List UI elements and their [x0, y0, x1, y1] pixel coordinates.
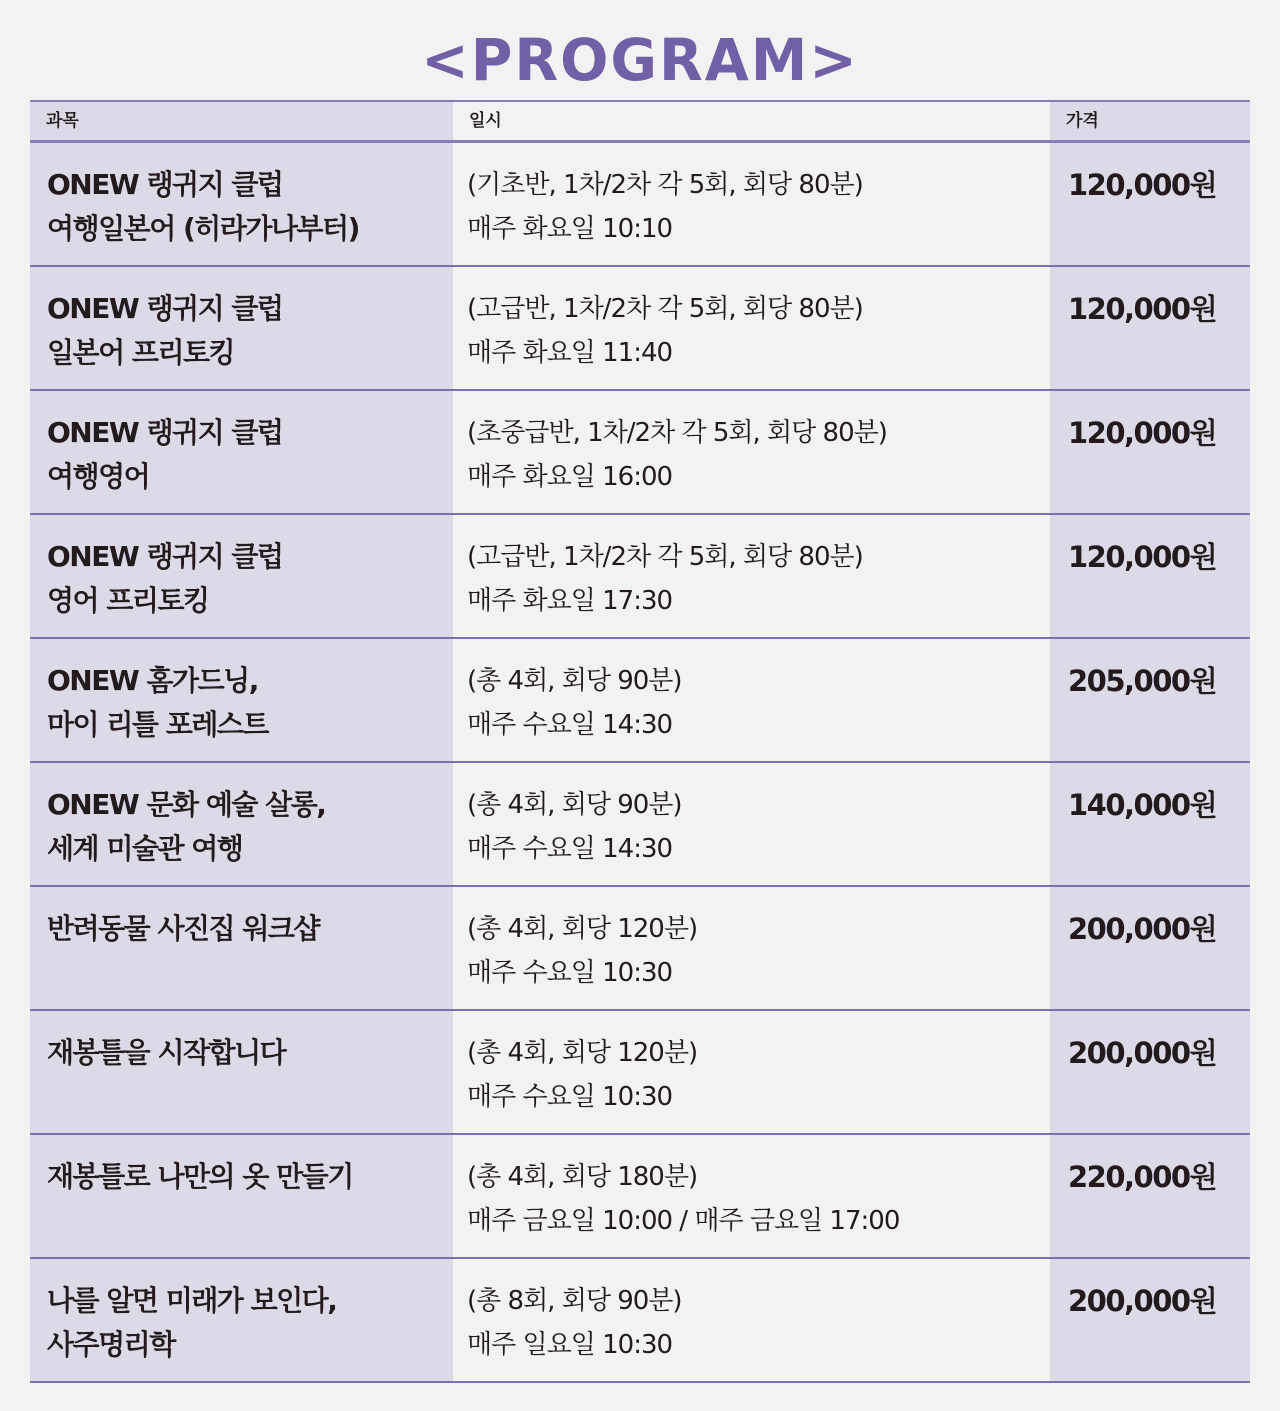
subject-line: 영어 프리토킹 [47, 584, 209, 617]
table-row [30, 143, 1250, 267]
schedule-cell [453, 887, 1050, 1009]
schedule-cell [453, 143, 1050, 265]
subject-line: 재봉틀로 나만의 옷 만들기 [47, 1160, 353, 1193]
header-subject: 과목 [30, 102, 453, 140]
price-cell: 220,000원 [1050, 1135, 1250, 1257]
page-title: <PROGRAM> [421, 26, 859, 94]
subject-line: 여행일본어 (히라가나부터) [47, 212, 359, 245]
price-cell: 140,000원 [1050, 763, 1250, 885]
schedule-detail: (기초반, 1차/2차 각 5회, 회당 80분) [467, 170, 863, 200]
schedule-detail: (초중급반, 1차/2차 각 5회, 회당 80분) [467, 418, 887, 448]
schedule-time: 매주 수요일 10:30 [467, 1082, 673, 1112]
subject-line: ONEW 랭귀지 클럽 [47, 416, 283, 449]
table-row [30, 1011, 1250, 1135]
subject-cell [30, 143, 453, 265]
header-price: 가격 [1050, 102, 1250, 140]
table-header-row [30, 102, 1250, 143]
schedule-cell [453, 1011, 1050, 1133]
table-row [30, 763, 1250, 887]
table-row [30, 1135, 1250, 1259]
subject-line: 나를 알면 미래가 보인다, [47, 1284, 337, 1317]
schedule-detail: (총 4회, 회당 120분) [467, 1038, 698, 1068]
subject-cell [30, 1011, 453, 1133]
table-row [30, 267, 1250, 391]
subject-cell [30, 763, 453, 885]
price-cell: 120,000원 [1050, 391, 1250, 513]
schedule-time: 매주 화요일 11:40 [467, 338, 673, 368]
program-table [30, 100, 1250, 1383]
schedule-cell [453, 515, 1050, 637]
schedule-time: 매주 일요일 10:30 [467, 1330, 673, 1360]
schedule-detail: (고급반, 1차/2차 각 5회, 회당 80분) [467, 294, 863, 324]
subject-line: ONEW 문화 예술 살롱, [47, 788, 326, 821]
subject-cell [30, 267, 453, 389]
schedule-time: 매주 금요일 10:00 / 매주 금요일 17:00 [467, 1206, 900, 1236]
schedule-time: 매주 수요일 14:30 [467, 710, 673, 740]
price-cell: 120,000원 [1050, 267, 1250, 389]
schedule-time: 매주 화요일 10:10 [467, 214, 673, 244]
subject-cell [30, 391, 453, 513]
subject-cell [30, 515, 453, 637]
subject-line: 세계 미술관 여행 [47, 832, 243, 865]
table-row [30, 515, 1250, 639]
price-cell: 205,000원 [1050, 639, 1250, 761]
price-cell: 120,000원 [1050, 143, 1250, 265]
schedule-cell [453, 1135, 1050, 1257]
subject-cell [30, 1259, 453, 1381]
subject-line: ONEW 홈가드닝, [47, 664, 258, 697]
price-cell: 120,000원 [1050, 515, 1250, 637]
subject-line: 재봉틀을 시작합니다 [47, 1036, 286, 1069]
schedule-detail: (고급반, 1차/2차 각 5회, 회당 80분) [467, 542, 863, 572]
table-row [30, 639, 1250, 763]
schedule-detail: (총 4회, 회당 180분) [467, 1162, 698, 1192]
schedule-detail: (총 4회, 회당 120분) [467, 914, 698, 944]
table-row [30, 391, 1250, 515]
schedule-time: 매주 화요일 16:00 [467, 462, 673, 492]
schedule-time: 매주 화요일 17:30 [467, 586, 673, 616]
schedule-cell [453, 1259, 1050, 1381]
schedule-cell [453, 639, 1050, 761]
subject-cell [30, 1135, 453, 1257]
subject-line: ONEW 랭귀지 클럽 [47, 292, 283, 325]
price-cell: 200,000원 [1050, 887, 1250, 1009]
header-schedule: 일시 [453, 102, 1050, 140]
subject-cell [30, 639, 453, 761]
schedule-detail: (총 4회, 회당 90분) [467, 666, 682, 696]
schedule-time: 매주 수요일 14:30 [467, 834, 673, 864]
subject-line: ONEW 랭귀지 클럽 [47, 540, 283, 573]
schedule-cell [453, 267, 1050, 389]
table-row [30, 1259, 1250, 1383]
schedule-detail: (총 4회, 회당 90분) [467, 790, 682, 820]
schedule-cell [453, 763, 1050, 885]
subject-line: 사주명리학 [47, 1328, 175, 1361]
subject-line: ONEW 랭귀지 클럽 [47, 168, 283, 201]
subject-line: 반려동물 사진집 워크샵 [47, 912, 319, 945]
subject-line: 여행영어 [47, 460, 150, 493]
subject-line: 마이 리틀 포레스트 [47, 708, 268, 741]
table-row [30, 887, 1250, 1011]
subject-line: 일본어 프리토킹 [47, 336, 235, 369]
subject-cell [30, 887, 453, 1009]
schedule-cell [453, 391, 1050, 513]
price-cell: 200,000원 [1050, 1259, 1250, 1381]
schedule-time: 매주 수요일 10:30 [467, 958, 673, 988]
schedule-detail: (총 8회, 회당 90분) [467, 1286, 682, 1316]
price-cell: 200,000원 [1050, 1011, 1250, 1133]
